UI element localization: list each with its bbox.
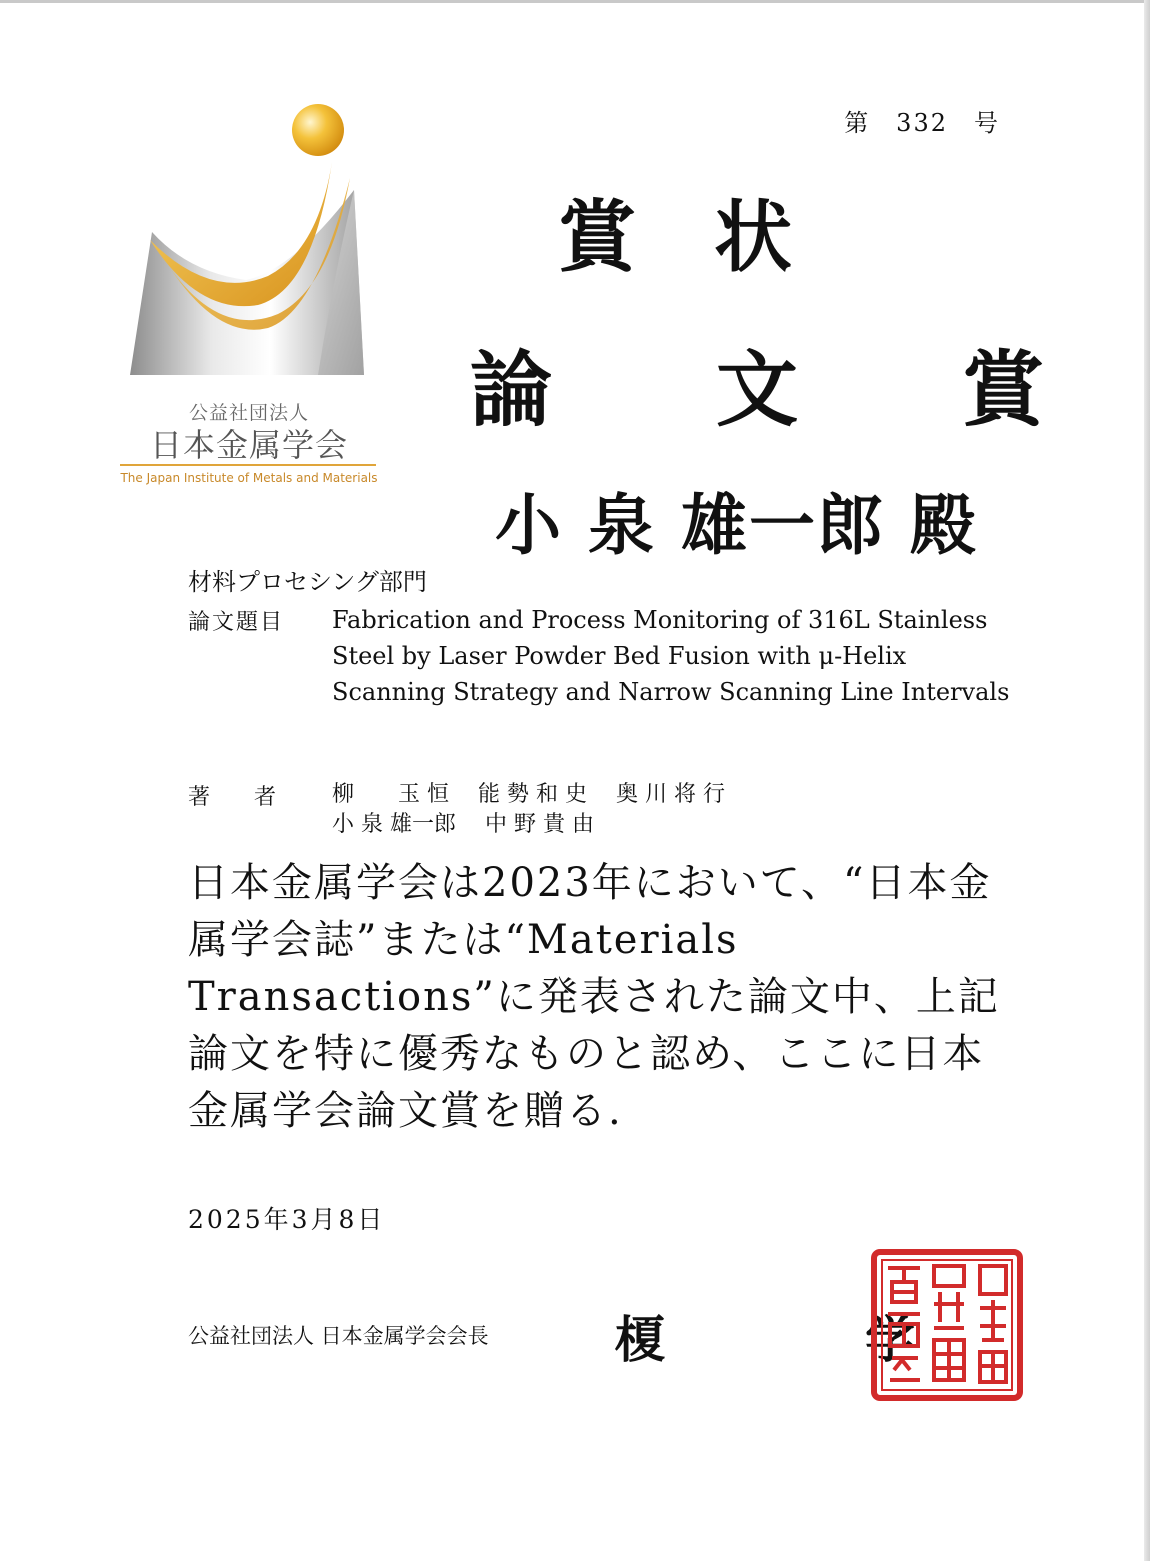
- authors-label: 著 者: [188, 785, 277, 810]
- recipient-name: 小 泉 雄一郎 殿: [495, 486, 978, 564]
- authors-row: 小 泉 雄一郎 中 野 貴 由: [332, 812, 594, 837]
- authors-row: 柳 玉 恒 能 勢 和 史 奥 川 将 行: [332, 782, 725, 807]
- paper-title-label: 論文題目: [188, 610, 285, 635]
- president-title: 公益社団法人 日本金属学会会長: [188, 1324, 489, 1348]
- logo-divider: [120, 464, 376, 466]
- logo-org-name: 日本金属学会: [149, 426, 348, 464]
- official-seal: [870, 1248, 1024, 1402]
- paper-title: Fabrication and Process Monitoring of 316L Stainless Steel by Laser Powder Bed Fusion with μ-Helix Scanning Strategy and Narrow Scanning Line Intervals: [332, 606, 1010, 706]
- president-name: 榎 学: [615, 1310, 915, 1369]
- certificate-title: 賞 状: [557, 192, 792, 283]
- division-name: 材料プロセシング部門: [188, 568, 427, 596]
- logo-emblem-icon: [118, 100, 380, 390]
- certificate-number: 第 332 号: [844, 109, 1000, 137]
- institute-logo: [118, 100, 380, 495]
- award-statement: 日本金属学会は2023年において、“日本金属学会誌”または“Materials Transactions”に発表された論文中、上記論文を特に優秀なものと認め、ここに日本金属学会論文賞を贈る.: [188, 860, 1000, 1134]
- award-date: 2025年3月8日: [188, 1205, 386, 1234]
- frame-top-border: [0, 0, 1150, 3]
- logo-org-english-name: The Japan Institute of Metals and Materials: [120, 471, 378, 485]
- logo-org-type: 公益社団法人: [188, 402, 309, 424]
- award-name: 論 文 賞: [470, 342, 1045, 438]
- frame-right-border: [1144, 0, 1150, 1561]
- seal-stamp-icon: [870, 1248, 1024, 1402]
- authors-list: [332, 780, 1012, 840]
